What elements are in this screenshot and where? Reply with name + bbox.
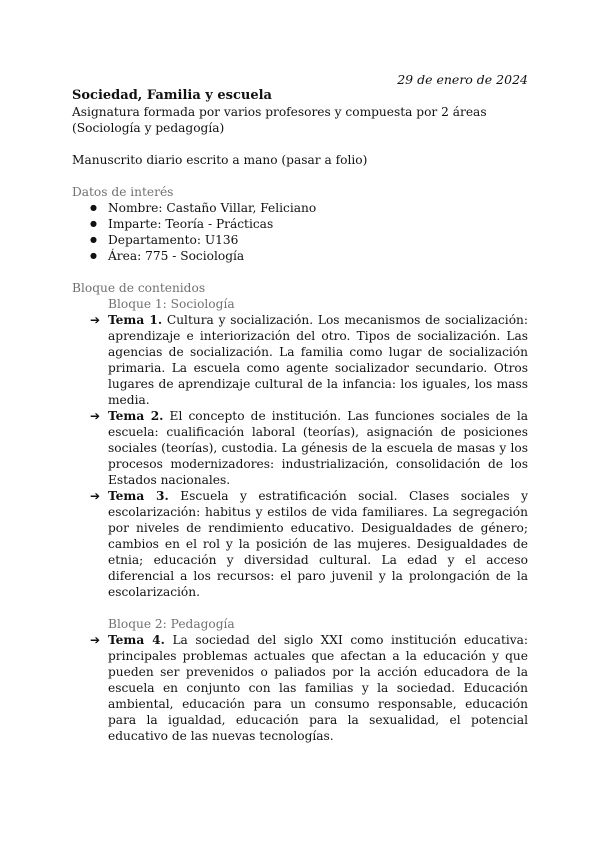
arrow-icon: ➔ bbox=[90, 313, 101, 327]
topic-label: Tema 3. bbox=[108, 489, 169, 503]
contents-heading: Bloque de contenidos bbox=[72, 281, 206, 295]
document-body bbox=[72, 88, 528, 744]
block1-heading: Bloque 1: Sociología bbox=[108, 297, 235, 311]
topic-label: Tema 2. bbox=[108, 409, 164, 423]
list-item: ● Imparte: Teoría - Prácticas bbox=[90, 216, 528, 232]
topic-item bbox=[72, 312, 528, 408]
topic-item bbox=[72, 632, 528, 744]
topic-text: Escuela y estratificación social. Clases sociales y escolarización: habitus y estilos de vida familiares. La segregación por niveles de rendimiento educativo. Desigualdades de género; cambios en el rol y la posición de las mujeres. Desigualdades de etnia; educación y diversidad cultural. La edad y el acceso diferencial a los recursos: el paro juvenil y la prolongación de la escolarización. bbox=[108, 489, 529, 599]
list-item: ● Departamento: U136 bbox=[90, 232, 528, 248]
list-item: ● Nombre: Castaño Villar, Feliciano bbox=[90, 200, 528, 216]
document-title: Sociedad, Familia y escuela bbox=[72, 88, 272, 103]
arrow-icon: ➔ bbox=[90, 633, 101, 647]
topic-text: Cultura y socialización. Los mecanismos de socialización: aprendizaje e interiorización del otro. Tipos de socialización. Las agencias de socialización. La familia como lugar de socialización primaria. La escuela como agente socializador secundario. Otros lugares de aprendizaje cultural de la infancia: los iguales, los mass media. bbox=[108, 313, 528, 407]
topic-label: Tema 4. bbox=[108, 633, 165, 647]
topic-item bbox=[72, 488, 528, 600]
list-item: ● Área: 775 - Sociología bbox=[90, 248, 528, 264]
subject-description: Asignatura formada por varios profesores y compuesta por 2 áreas (Sociología y pedagogía) bbox=[72, 105, 487, 135]
manuscript-note: Manuscrito diario escrito a mano (pasar a folio) bbox=[72, 153, 368, 167]
arrow-icon: ➔ bbox=[90, 409, 101, 423]
document-date: 29 de enero de 2024 bbox=[397, 72, 528, 87]
topic-item bbox=[72, 408, 528, 488]
topic-text: La sociedad del siglo XXI como institución educativa: principales problemas actuales que afectan a la educación y que pueden ser prevenidos o paliados por la acción educadora de la escuela en conjunto con las familias y la sociedad. Educación ambiental, educación para un consumo responsable, educación para la igualdad, educación para la sexualidad, el potencial educativo de las nuevas tecnologías. bbox=[108, 633, 529, 743]
block2-heading: Bloque 2: Pedagogía bbox=[108, 617, 235, 631]
interest-list bbox=[72, 200, 528, 264]
interest-heading: Datos de interés bbox=[72, 185, 174, 199]
arrow-icon: ➔ bbox=[90, 489, 101, 503]
topic-text: El concepto de institución. Las funciones sociales de la escuela: cualificación laboral (teorías), asignación de posiciones sociales (teorías), custodia. La génesis de la escuela de masas y los procesos modernizadores: industrialización, consolidación de los Estados nacionales. bbox=[108, 409, 529, 487]
topic-label: Tema 1. bbox=[108, 313, 163, 327]
